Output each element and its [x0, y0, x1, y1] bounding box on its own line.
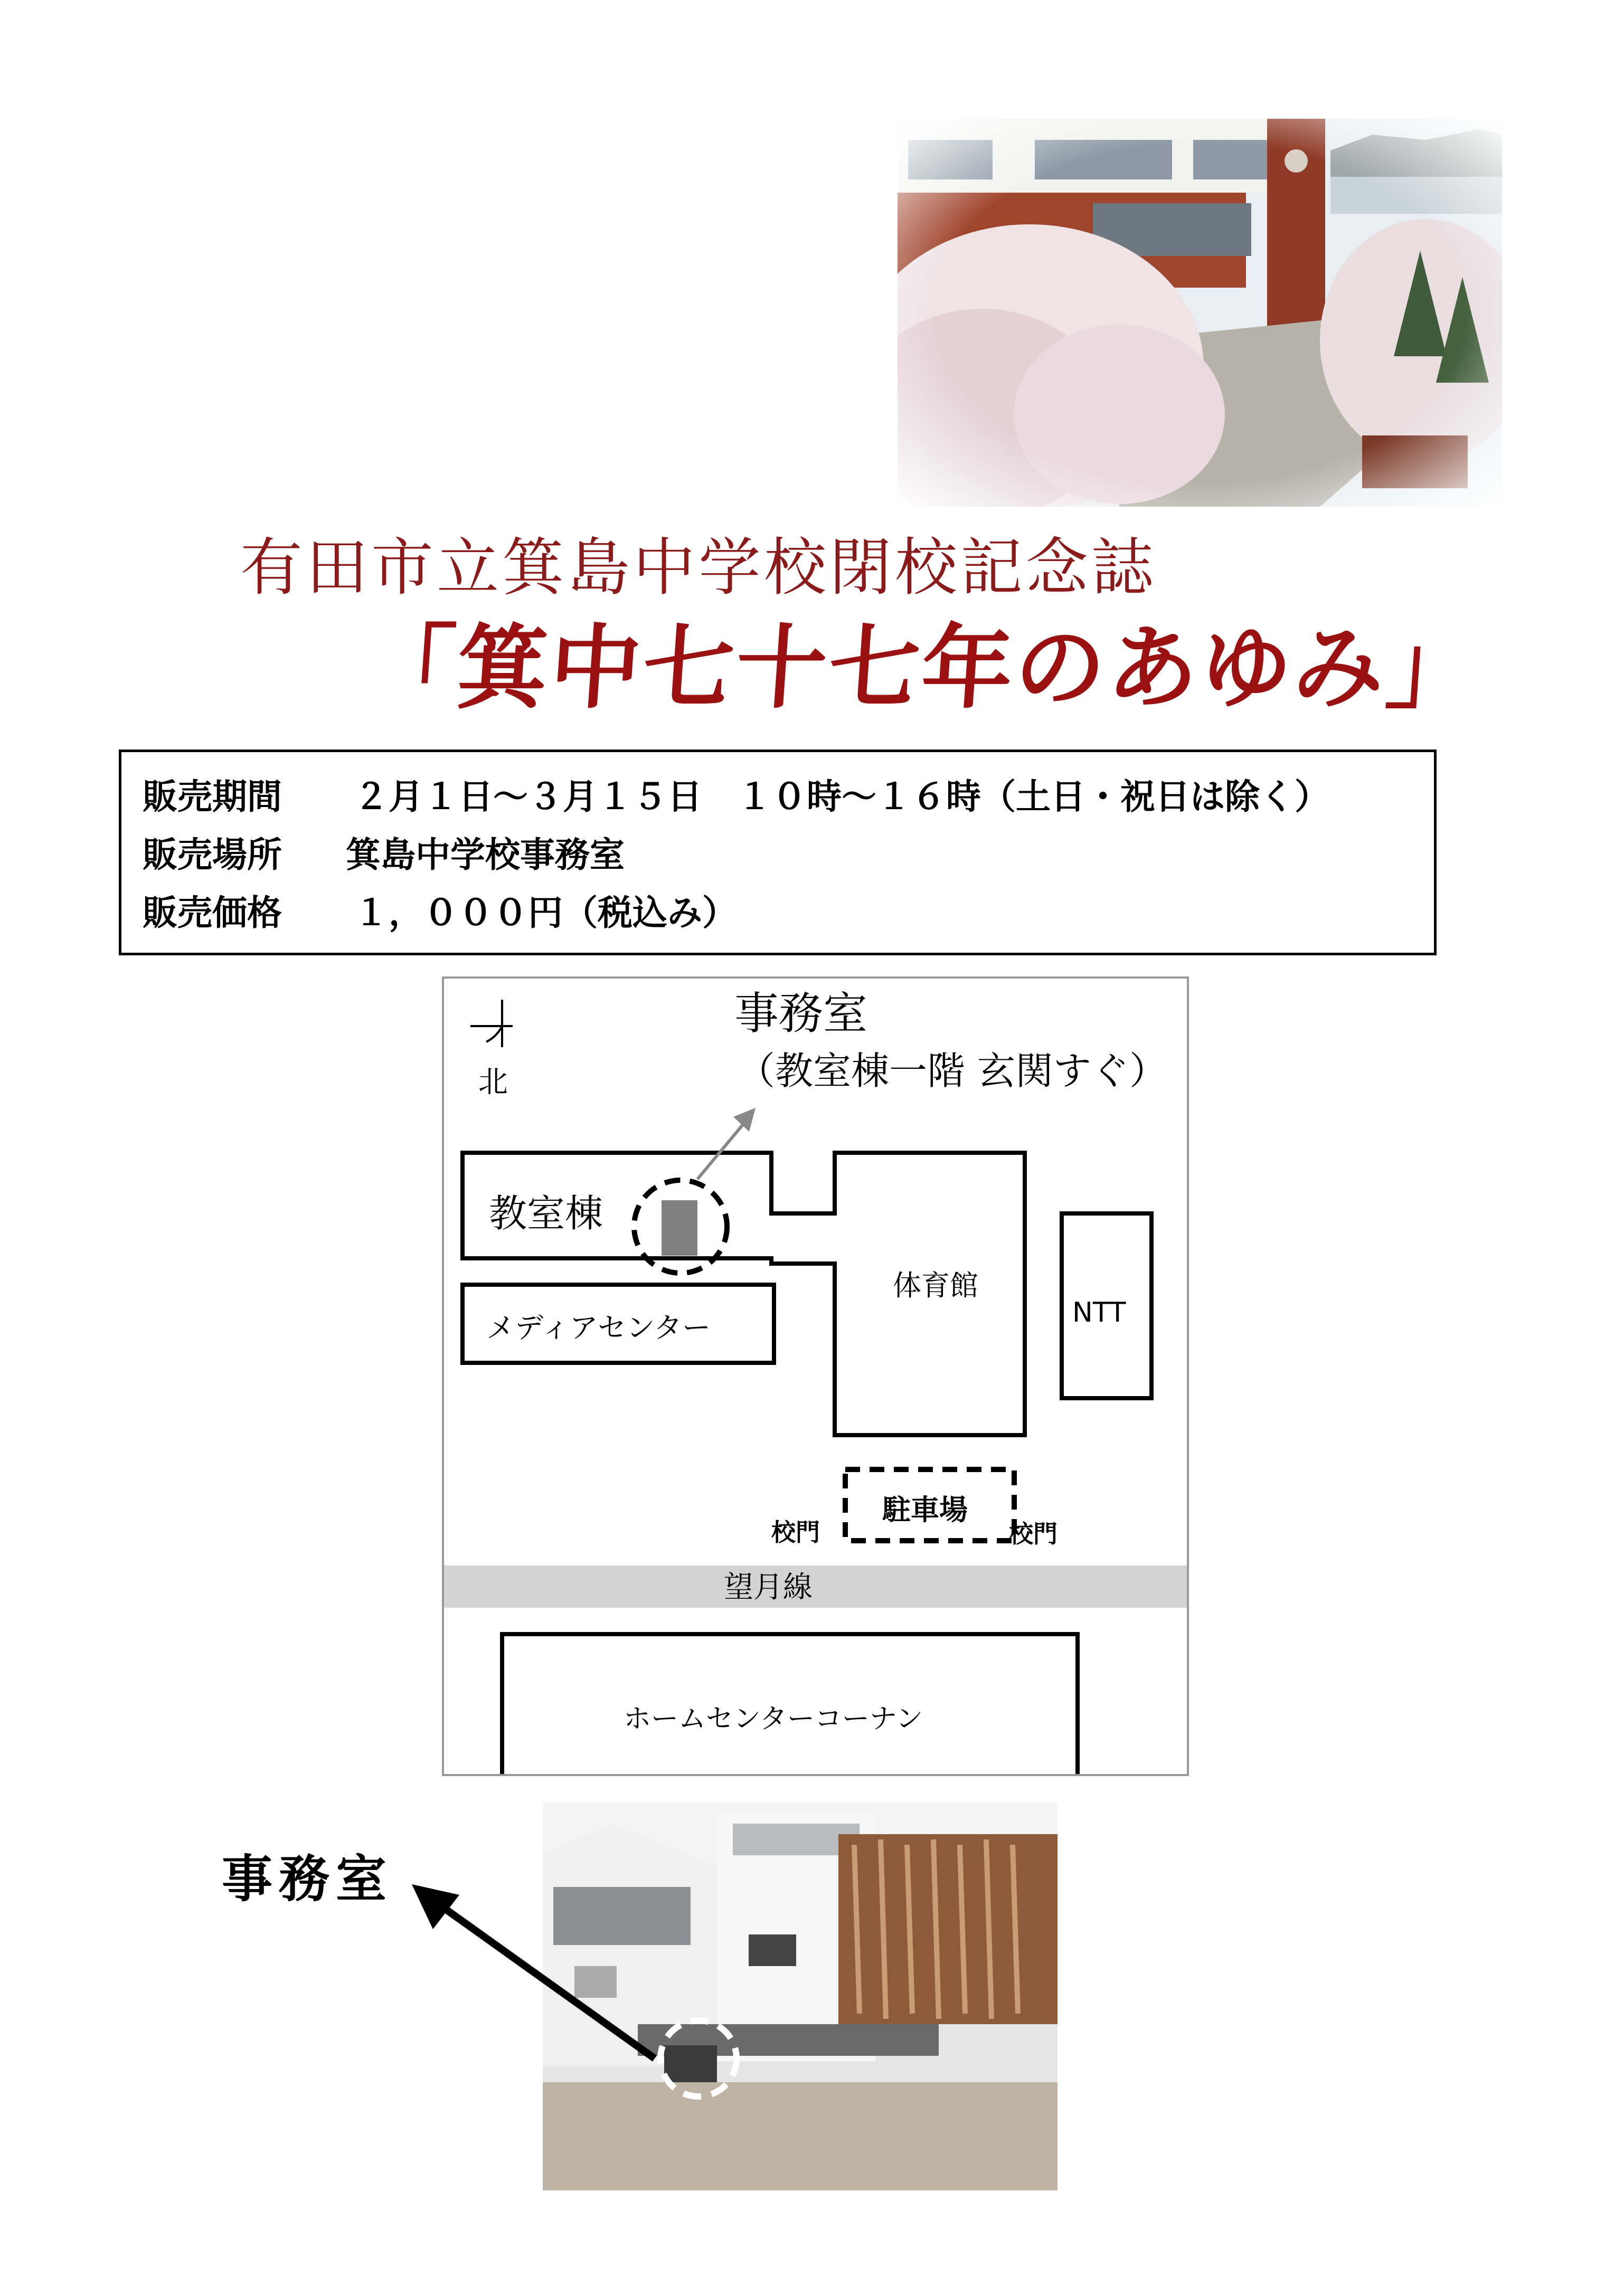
home-center-label: ホームセンターコーナン [624, 1703, 923, 1735]
gate-left-label: 校門 [771, 1518, 820, 1547]
north-label: 北 [478, 1065, 508, 1099]
ntt-label: NTT [1072, 1297, 1126, 1329]
north-arrow-icon [470, 1000, 513, 1047]
sales-place-value: 箕島中学校事務室 [346, 834, 625, 875]
classroom-building-label: 教室棟 [489, 1191, 603, 1236]
parking-label: 駐車場 [882, 1493, 968, 1526]
sales-place-label: 販売場所 [143, 834, 282, 875]
office-arrow-icon [401, 1879, 676, 2069]
sales-period-label: 販売期間 [143, 776, 282, 817]
office-marker [662, 1200, 697, 1256]
book-subtitle: 有田市立箕島中学校閉校記念誌 [240, 531, 1157, 604]
school-building-cherry-blossom-icon [898, 119, 1502, 507]
sales-price-value: １，０００円（税込み） [354, 893, 737, 933]
gym-label: 体育館 [893, 1269, 978, 1302]
photo-office-label: 事務室 [222, 1849, 393, 1909]
sales-place-row [143, 826, 1413, 884]
school-building-photo [898, 119, 1502, 507]
map-office-title: 事務室 [734, 988, 868, 1039]
road-label: 望月線 [724, 1570, 813, 1605]
road-band [444, 1566, 1187, 1608]
sales-period-value: ２月１日～３月１５日 １０時～１６時（土日・祝日は除く） [354, 776, 1329, 817]
sales-price-label: 販売価格 [143, 893, 282, 933]
map-office-note: （教室棟一階 玄関すぐ） [737, 1049, 1167, 1093]
sales-price-row [143, 884, 1413, 942]
sales-info-box [119, 749, 1437, 955]
campus-map [442, 976, 1189, 1776]
book-title: 「箕中七十七年のあゆみ」 [360, 614, 1484, 721]
office-pointer-arrow [697, 1116, 750, 1179]
media-center-label: メディアセンター [486, 1311, 711, 1344]
gate-right-label: 校門 [1009, 1520, 1058, 1548]
sales-period-row [143, 768, 1413, 826]
